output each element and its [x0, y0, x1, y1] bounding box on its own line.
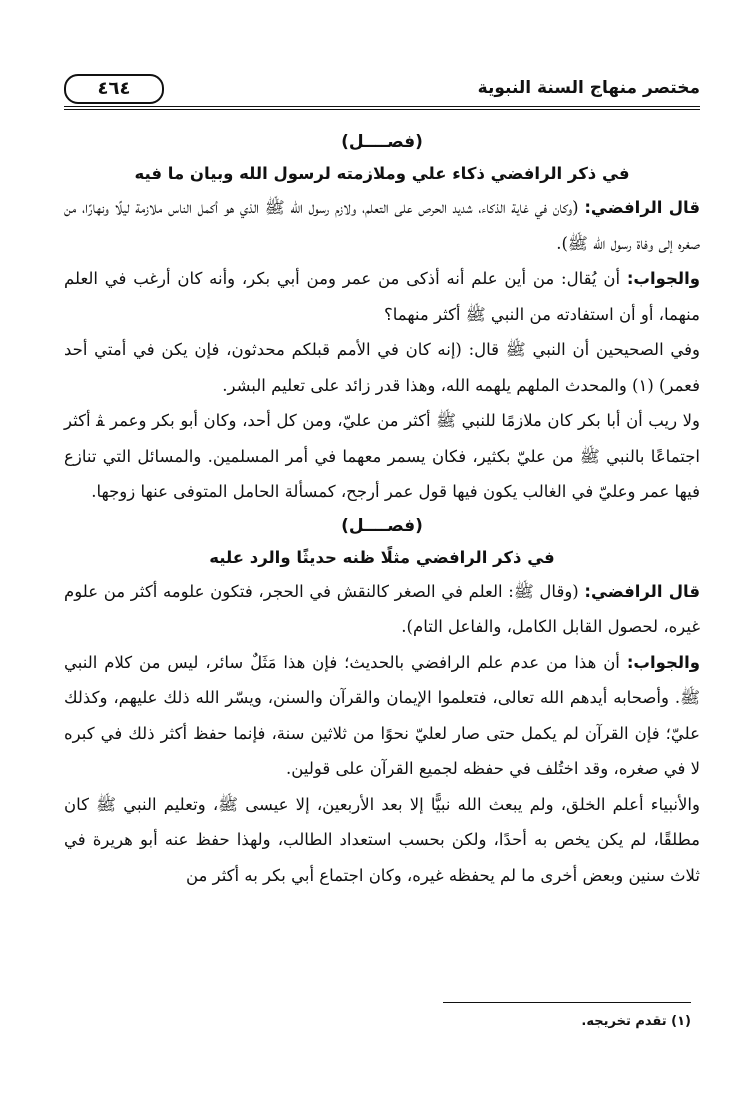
- page-header: [64, 74, 700, 104]
- paragraph-text: (وقال ﷺ: العلم في الصغر كالنقش في الحجر، فتكون علومه أكثر من علوم غيره، لحصول القابل الكامل، والفاعل التام).: [64, 581, 700, 636]
- paragraph: [64, 787, 700, 894]
- paragraph-lead: قال الرافضي:: [584, 198, 701, 217]
- paragraph-text: وفي الصحيحين أن النبي ﷺ قال: (إنه كان في الأمم قبلكم محدثون، فإن يكن في أمتي أحد فعمر) (١) والمحدث الملهم يلهمه الله، وهذا قدر زائد على تعليم البشر.: [64, 340, 700, 395]
- paragraph: [64, 190, 700, 261]
- paragraph-text: (وكان في غاية الذكاء، شديد الحرص على التعلم، ولازم رسول الله ﷺ الذي هو أكمل الناس ملازمة ليلًا ونهارًا، من صغره إلى وفاة رسول الله ﷺ).: [64, 198, 700, 253]
- paragraph: [64, 403, 700, 510]
- main-text: [64, 126, 700, 893]
- paragraph-text: والأنبياء أعلم الخلق، ولم يبعث الله نبيًّا إلا بعد الأربعين، إلا عيسى ﷺ، وتعليم النبي ﷺ كان مطلقًا، لم يكن يخص به أحدًا، ولكن بحسب استعداد الطالب، ولهذا حفظ عنه أبو هريرة في ثلاث سنين وبعض أخرى ما لم يحفظه غيره، وكان اجتماع أبي بكر به أكثر من: [64, 794, 700, 885]
- footnote: (١) تقدم تخريجه.: [581, 1014, 691, 1029]
- header-divider: [64, 106, 700, 110]
- paragraph: [64, 645, 700, 787]
- section-marker: (فصــــل): [341, 515, 423, 536]
- paragraph-lead: والجواب:: [626, 652, 700, 672]
- section-heading: في ذكر الرافضي ذكاء علي وملازمته لرسول الله وبيان ما فيه: [134, 164, 630, 183]
- paragraph-text: ولا ريب أن أبا بكر كان ملازمًا للنبي ﷺ أكثر من عليّ، ومن كل أحد، وكان أبو بكر وعمر ﭭ أكثر اجتماعًا بالنبي ﷺ من عليّ بكثير، فكان يسمر معهما في أمر المسلمين. والمسائل التي تنازع فيها عمر وعليّ في الغالب يكون فيها قول عمر أرجح، كمسألة الحامل المتوفى عنها زوجها.: [64, 411, 700, 501]
- book-title: مختصر منهاج السنة النبوية: [477, 78, 700, 98]
- paragraph: [64, 332, 700, 403]
- paragraph-text: أن هذا من عدم علم الرافضي بالحديث؛ فإن هذا مَثَلٌ سائر، ليس من كلام النبي ﷺ. وأصحابه أيدهم الله تعالى، فتعلموا الإيمان والقرآن والسنن، ويسّر الله ذلك عليهم، وكذلك عليّ؛ فإن القرآن لم يكمل حتى صار لعليّ نحوًا من ثلاثين سنة، فإنما حفظ أكثر ذلك في كبره لا في صغره، وقد اختُلف في حفظه لجميع القرآن على قولين.: [64, 652, 700, 778]
- page-number: ٤٦٤: [64, 74, 164, 104]
- section-heading: في ذكر الرافضي مثلًا ظنه حديثًا والرد عليه: [209, 547, 555, 567]
- paragraph: [64, 574, 700, 645]
- paragraph-lead: قال الرافضي:: [584, 581, 701, 601]
- paragraph: [64, 261, 700, 332]
- paragraph-text: أن يُقال: من أين علم أنه أذكى من عمر ومن أبي بكر، وأنه كان أرغب في العلم منهما، أو أن استفادته من النبي ﷺ أكثر منهما؟: [64, 269, 700, 324]
- section-marker: (فصــــل): [341, 132, 423, 152]
- paragraph-lead: والجواب:: [626, 269, 700, 288]
- footnote-divider: [443, 1002, 691, 1003]
